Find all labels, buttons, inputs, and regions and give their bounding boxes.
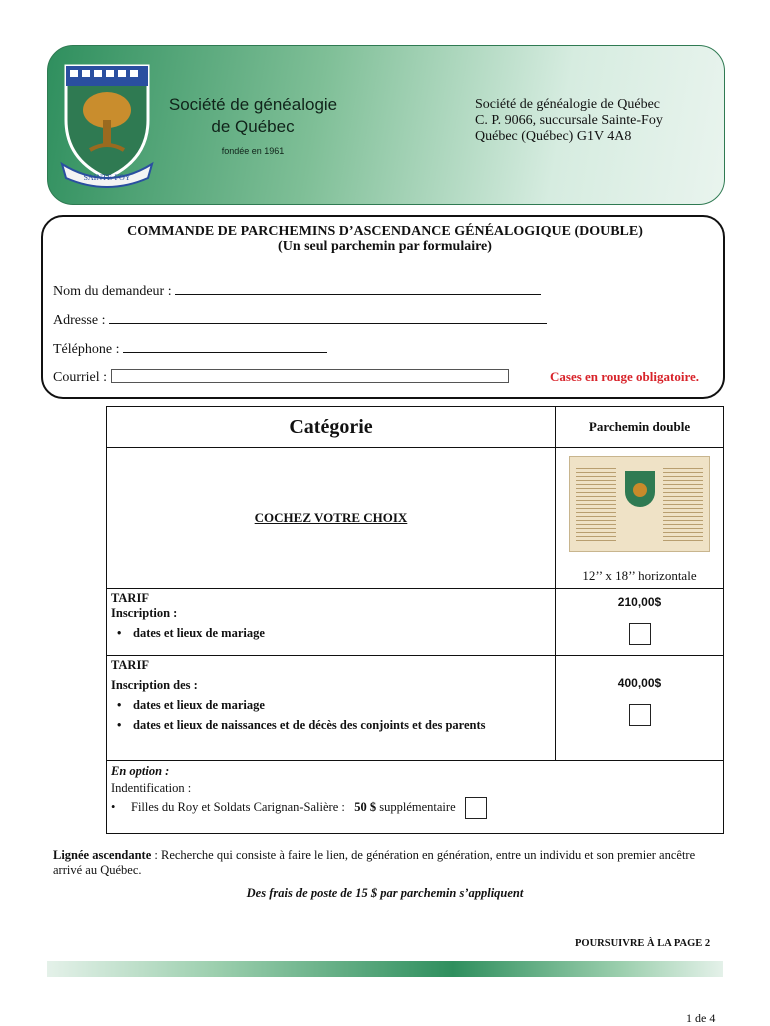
form-title: COMMANDE DE PARCHEMINS D’ASCENDANCE GÉNÉALOGIQUE (DOUBLE) (Un seul parchemin par formulaire) <box>127 224 643 254</box>
page-number: 1 de 4 <box>686 1011 716 1025</box>
continue-note: POURSUIVRE À LA PAGE 2 <box>575 938 711 949</box>
category-table <box>106 406 724 834</box>
price-cell-2 <box>556 656 724 761</box>
svg-text:SAINTE-FOY: SAINTE-FOY <box>83 173 131 182</box>
price-210: 210,00$ <box>617 595 662 609</box>
tarif-row-1: TARIF Inscription : • dates et lieux de mariage <box>107 589 556 656</box>
telephone-input[interactable] <box>123 340 327 353</box>
org-address: Société de généalogie de Québec C. P. 9066, succursale Sainte-Foy Québec (Québec) G1V 4A8 <box>475 97 663 144</box>
checkbox-400[interactable] <box>629 704 651 726</box>
choice-label: COCHEZ VOTRE CHOIX <box>107 448 556 589</box>
checkbox-option[interactable] <box>465 797 487 819</box>
price-cell-1 <box>556 589 724 656</box>
courriel-input[interactable] <box>111 369 509 383</box>
org-name: Société de généalogie de Québec <box>168 95 338 136</box>
society-crest-logo <box>60 60 154 188</box>
parchment-thumbnail <box>569 456 710 552</box>
parchment-header: Parchemin double <box>556 407 724 448</box>
parchment-preview-cell <box>556 448 724 589</box>
lignee-definition: Lignée ascendante : Recherche qui consiste à faire le lien, de génération en génération, entre un individu et son premier ancêtre arrivé au Québec. <box>53 848 696 877</box>
postage-note: Des frais de poste de 15 $ par parchemin s’appliquent <box>246 886 524 900</box>
footer-bar <box>47 961 723 977</box>
option-row: En option : Indentification : • Filles du Roy et Soldats Carignan-Salière : 50 $ supplémentaire <box>107 761 724 834</box>
telephone-field: Téléphone : <box>53 340 327 358</box>
parchment-size: 12’’ x 18’’ horizontale <box>582 568 697 583</box>
checkbox-210[interactable] <box>629 623 651 645</box>
tarif-row-2: TARIF Inscription des : • dates et lieux de mariage • dates et lieux de naissances et de décès des conjoints et des parents <box>107 656 556 761</box>
courriel-field: Courriel : <box>53 369 509 386</box>
category-header: Catégorie <box>107 407 556 448</box>
nom-field: Nom du demandeur : <box>53 282 541 300</box>
org-founded: fondée en 1961 <box>221 146 285 156</box>
required-note: Cases en rouge obligatoire. <box>550 369 700 384</box>
adresse-input[interactable] <box>109 311 547 324</box>
nom-input[interactable] <box>175 282 541 295</box>
adresse-field: Adresse : <box>53 311 547 329</box>
price-400: 400,00$ <box>617 676 662 690</box>
